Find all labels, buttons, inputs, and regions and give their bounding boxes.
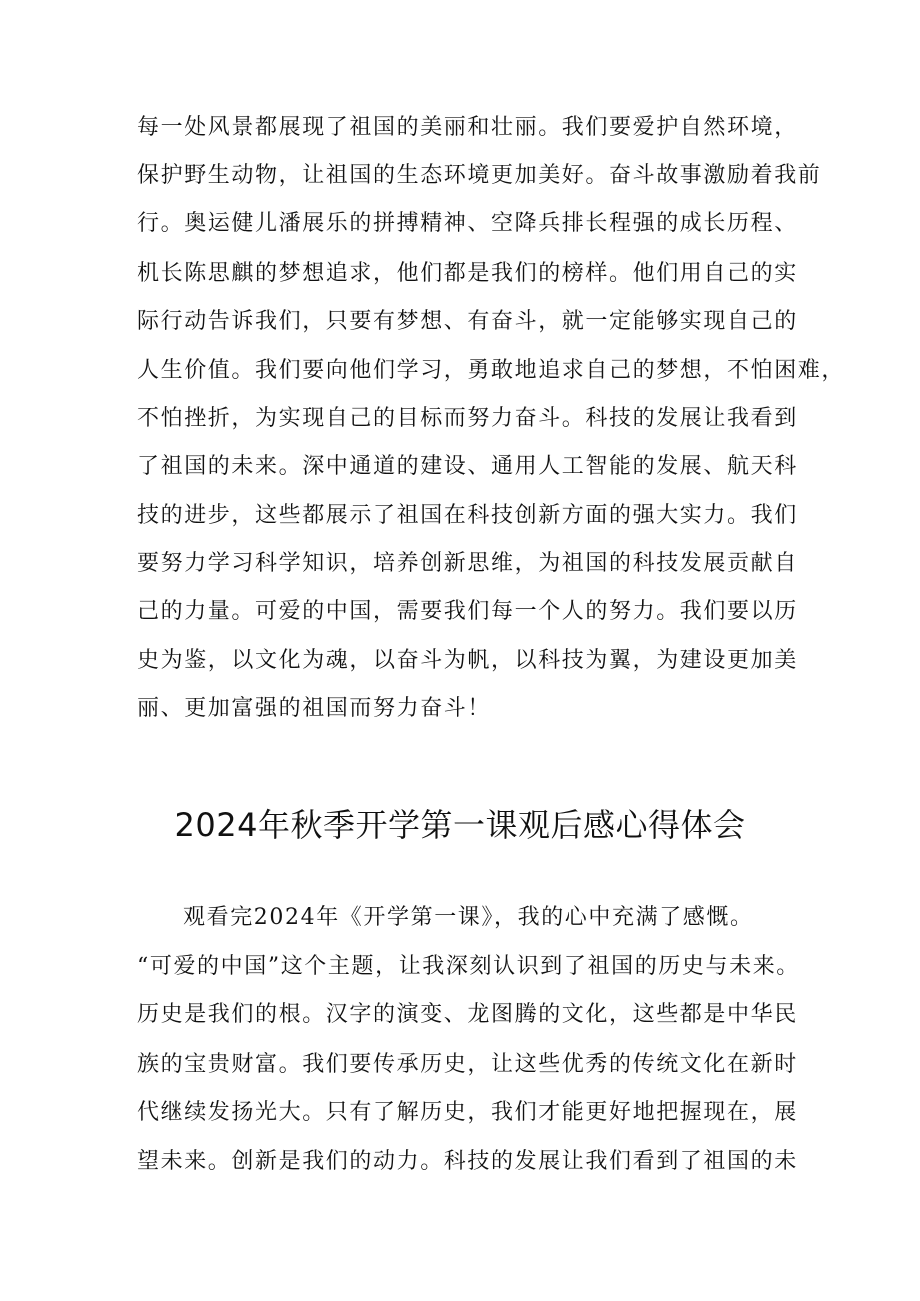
section-title: 2024年秋季开学第一课观后感心得体会: [174, 806, 746, 844]
text-line: 己的力量。可爱的中国，需要我们每一个人的努力。我们要以历: [137, 599, 798, 624]
text-line: 了祖国的未来。深中通道的建设、通用人工智能的发展、航天科: [137, 454, 798, 479]
text-line: 际行动告诉我们，只要有梦想、有奋斗，就一定能够实现自己的: [137, 309, 798, 334]
text-line: 保护野生动物，让祖国的生态环境更加美好。奋斗故事激励着我前: [137, 163, 822, 188]
text-line: “可爱的中国”这个主题，让我深刻认识到了祖国的历史与未来。: [137, 954, 800, 979]
text-line: 史为鉴，以文化为魂，以奋斗为帆，以科技为翼，为建设更加美: [137, 648, 798, 673]
text-line: 机长陈思麒的梦想追求，他们都是我们的榜样。他们用自己的实: [137, 261, 798, 286]
text-line: 历史是我们的根。汉字的演变、龙图腾的文化，这些都是中华民: [137, 1002, 798, 1027]
text-line: 丽、更加富强的祖国而努力奋斗！: [137, 696, 492, 721]
text-line: 每一处风景都展现了祖国的美丽和壮丽。我们要爱护自然环境，: [137, 115, 798, 140]
text-line: 望未来。创新是我们的动力。科技的发展让我们看到了祖国的未: [137, 1149, 798, 1174]
text-line: 族的宝贵财富。我们要传承历史，让这些优秀的传统文化在新时: [137, 1052, 798, 1077]
text-line: 要努力学习科学知识，培养创新思维，为祖国的科技发展贡献自: [137, 551, 798, 576]
text-line: 不怕挫折，为实现自己的目标而努力奋斗。科技的发展让我看到: [137, 406, 798, 431]
text-line: 人生价值。我们要向他们学习，勇敢地追求自己的梦想，不怕困难，: [137, 358, 846, 383]
text-line: 代继续发扬光大。只有了解历史，我们才能更好地把握现在，展: [137, 1100, 798, 1125]
text-line: 技的进步，这些都展示了祖国在科技创新方面的强大实力。我们: [137, 503, 798, 528]
text-line: 行。奥运健儿潘展乐的拼搏精神、空降兵排长程强的成长历程、: [137, 211, 798, 236]
text-line: 观看完2024年《开学第一课》，我的心中充满了感慨。: [183, 905, 754, 930]
